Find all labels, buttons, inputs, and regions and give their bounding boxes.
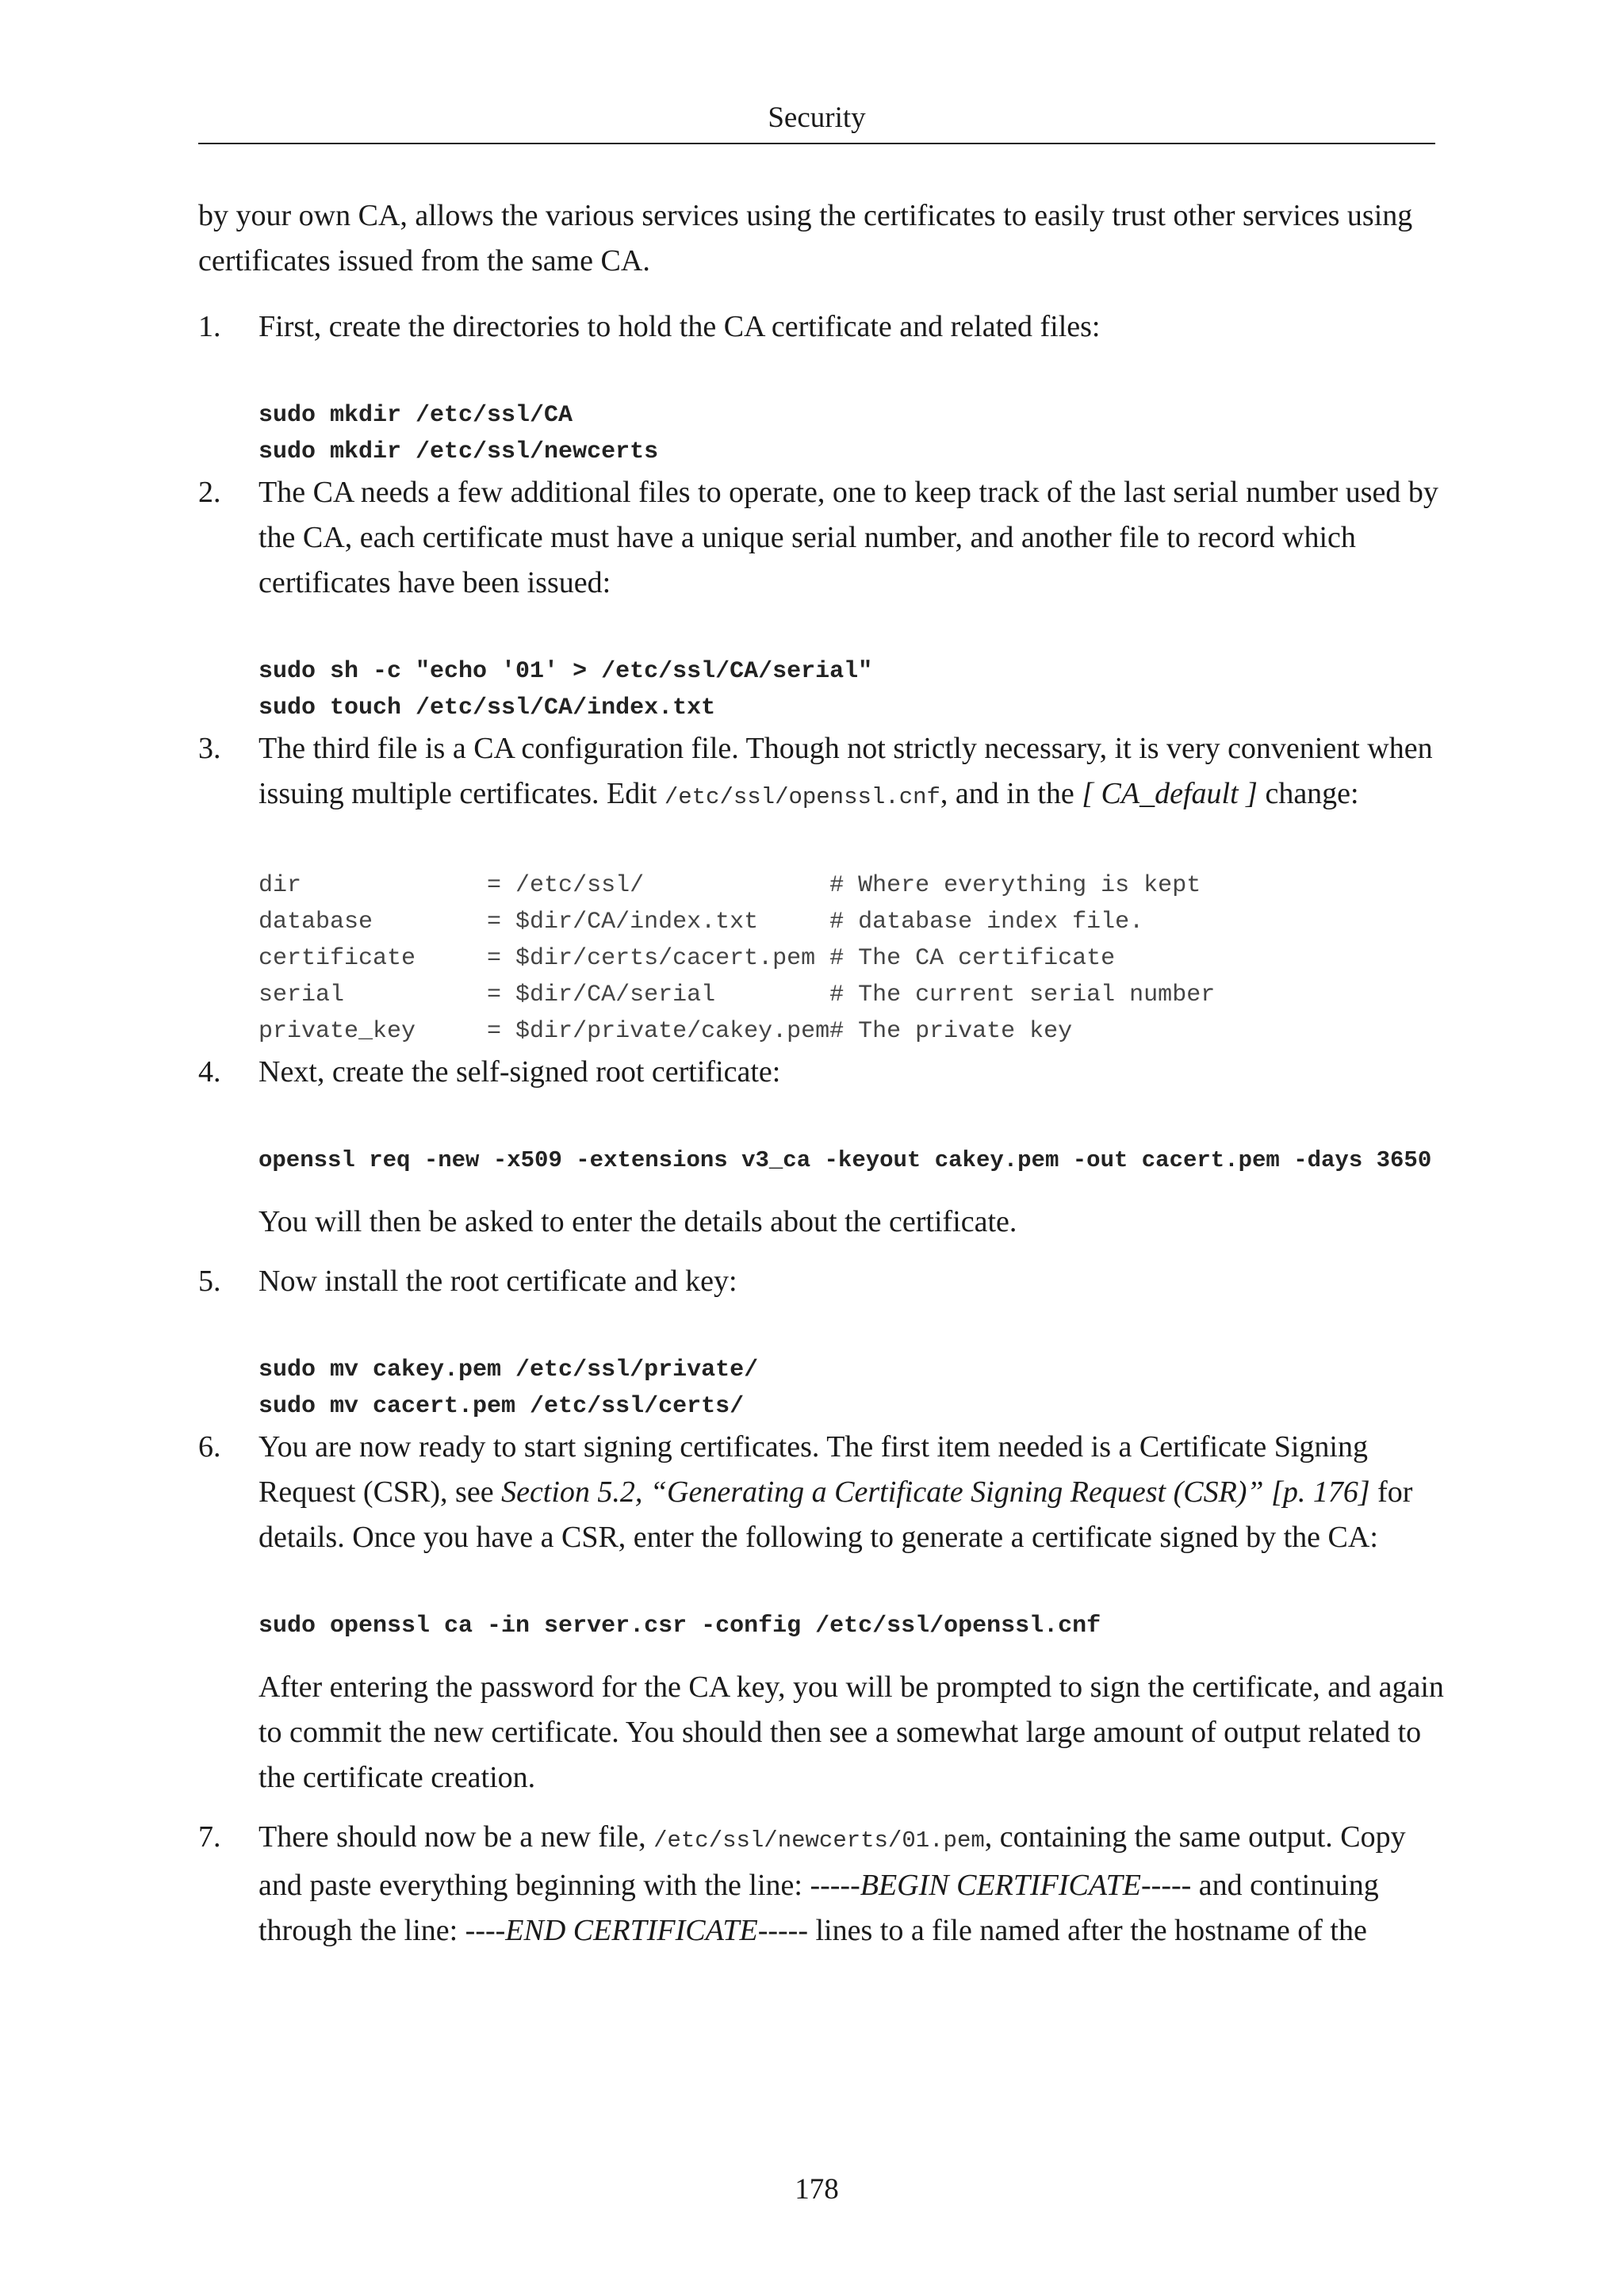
header-rule — [198, 143, 1435, 144]
code-line: sudo sh -c "echo '01' > /etc/ssl/CA/serial" — [259, 658, 873, 685]
config-section: [ CA_default ] — [1082, 777, 1258, 810]
running-header: Security — [768, 101, 866, 134]
step-5 — [198, 1259, 1451, 1425]
step-text-part: , and in the — [940, 777, 1082, 810]
step-number: 4. — [198, 1055, 221, 1089]
step-text: The CA needs a few additional files to operate, one to keep track of the last serial number used by the CA, each certificate must have a unique serial number, and another file to record which certificates have been issued: — [259, 476, 1438, 599]
step-text — [259, 726, 1451, 820]
step-number: 3. — [198, 732, 221, 765]
step-text-part: ----- lines to a file named after the hostname of the — [757, 1914, 1367, 1947]
config-line: dir = /etc/ssl/ # Where everything is kept — [259, 872, 1201, 899]
code-line: sudo mv cakey.pem /etc/ssl/private/ — [259, 1357, 759, 1383]
config-line: certificate = $dir/certs/cacert.pem # The CA certificate — [259, 945, 1116, 972]
code-line: sudo openssl ca -in server.csr -config /etc/ssl/openssl.cnf — [259, 1613, 1101, 1640]
section-cross-reference[interactable]: Section 5.2, “Generating a Certificate Signing Request (CSR)” [p. 176] — [501, 1475, 1370, 1509]
config-line: serial = $dir/CA/serial # The current serial number — [259, 982, 1216, 1008]
step-text — [259, 1425, 1451, 1560]
code-line: sudo mkdir /etc/ssl/CA — [259, 402, 573, 429]
step-1 — [198, 304, 1451, 470]
end-marker: END CERTIFICATE — [505, 1914, 758, 1947]
step-text-part: change: — [1257, 777, 1359, 810]
begin-marker: BEGIN CERTIFICATE — [860, 1869, 1142, 1902]
step-3 — [198, 726, 1451, 1050]
step-number: 2. — [198, 476, 221, 509]
step-text-part: You are now ready to start signing certificates. The first item needed is a Certificate Signing Request (CSR), see — [259, 1430, 1368, 1509]
step-text-part: There should now be a new file, — [259, 1820, 654, 1854]
intro-paragraph: by your own CA, allows the various services using the certificates to easily trust other services using certificates issued from the same CA. — [198, 199, 1413, 277]
code-line: openssl req -new -x509 -extensions v3_ca -keyout cakey.pem -out cacert.pem -days 3650 — [259, 1147, 1432, 1173]
file-path: /etc/ssl/openssl.cnf — [664, 784, 940, 810]
step-text: First, create the directories to hold the CA certificate and related files: — [259, 310, 1101, 343]
code-line: sudo mv cacert.pem /etc/ssl/certs/ — [259, 1393, 745, 1420]
step-4 — [198, 1050, 1451, 1259]
step-text-part: The third file is a CA configuration file. Though not strictly necessary, it is very convenient when issuing multiple certificates. Edit — [259, 732, 1433, 810]
step-number: 6. — [198, 1430, 221, 1464]
step-2 — [198, 470, 1451, 726]
step-7 — [198, 1815, 1451, 1954]
step-number: 7. — [198, 1820, 221, 1854]
step-text: Next, create the self-signed root certificate: — [259, 1055, 781, 1089]
step-text-part: for details. Once you have a CSR, enter the following to generate a certificate signed by the CA: — [259, 1475, 1413, 1554]
step-text — [259, 1815, 1451, 1954]
code-line: sudo mkdir /etc/ssl/newcerts — [259, 438, 659, 465]
page-body — [198, 193, 1451, 1954]
step-number: 5. — [198, 1265, 221, 1298]
step-followup: After entering the password for the CA key, you will be prompted to sign the certificate, and again to commit the new certificate. You should then see a somewhat large amount of output related to the certificate creation. — [259, 1670, 1444, 1794]
code-line: sudo touch /etc/ssl/CA/index.txt — [259, 695, 716, 721]
step-text-part: , containing the same output. Copy and paste everything beginning with the line: ----- — [259, 1820, 1406, 1902]
step-text-part: ----- and continuing through the line: ---- — [259, 1869, 1379, 1947]
step-6 — [198, 1425, 1451, 1815]
config-line: database = $dir/CA/index.txt # database index file. — [259, 909, 1144, 936]
step-text: Now install the root certificate and key: — [259, 1265, 737, 1298]
step-followup: You will then be asked to enter the details about the certificate. — [259, 1205, 1017, 1238]
step-number: 1. — [198, 310, 221, 343]
file-path: /etc/ssl/newcerts/01.pem — [653, 1827, 985, 1854]
page-number: 178 — [795, 2173, 839, 2206]
config-line: private_key = $dir/private/cakey.pem# The private key — [259, 1018, 1073, 1045]
